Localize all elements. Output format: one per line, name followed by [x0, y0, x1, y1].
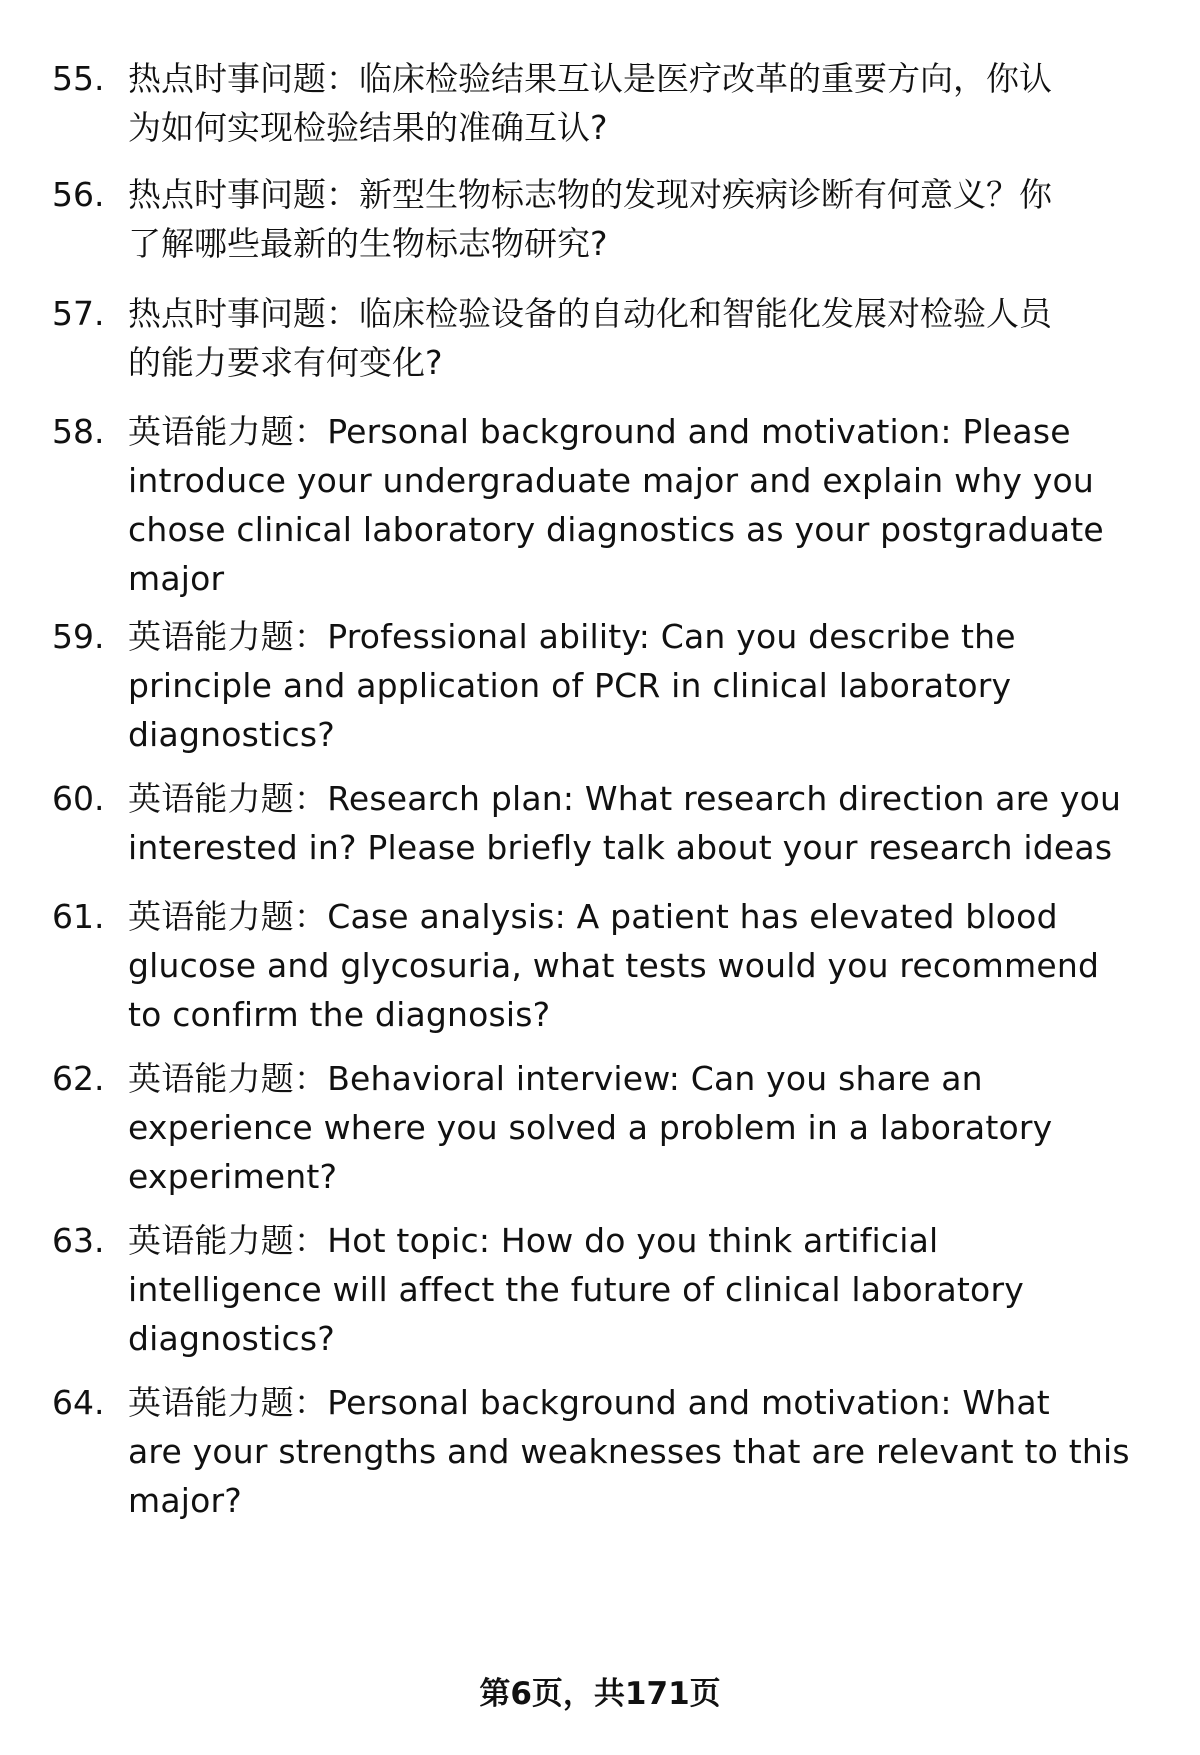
question-line: 英语能力题：Personal background and motivation: Please [128, 412, 1071, 451]
question-line: interested in? Please briefly talk about your research ideas [128, 828, 1113, 867]
question-number: 58. [52, 412, 105, 451]
question-line: 英语能力题：Research plan: What research direction are you [128, 779, 1122, 818]
question-line: experiment? [128, 1157, 338, 1196]
question-line: diagnostics? [128, 715, 335, 754]
question-line: 的能力要求有何变化? [128, 343, 443, 382]
question-line: experience where you solved a problem in a laboratory [128, 1108, 1053, 1147]
question-line: intelligence will affect the future of clinical laboratory [128, 1270, 1024, 1309]
question-text [128, 1054, 1160, 1201]
question-number: 55. [52, 59, 105, 98]
question-text [128, 289, 1160, 387]
question-line: 英语能力题：Behavioral interview: Can you share an [128, 1059, 983, 1098]
question-line: to confirm the diagnosis? [128, 995, 551, 1034]
question-text [128, 1216, 1160, 1363]
question-number: 64. [52, 1383, 105, 1422]
question-text [128, 774, 1160, 872]
question-line: chose clinical laboratory diagnostics as your postgraduate [128, 510, 1104, 549]
question-line: 为如何实现检验结果的准确互认? [128, 108, 608, 147]
question-text [128, 892, 1160, 1039]
question-number: 61. [52, 897, 105, 936]
question-text [128, 54, 1160, 152]
question-number: 59. [52, 617, 105, 656]
question-line: 热点时事问题：临床检验设备的自动化和智能化发展对检验人员 [128, 294, 1052, 333]
question-line: diagnostics? [128, 1319, 335, 1358]
question-text [128, 407, 1160, 603]
question-line: 英语能力题：Hot topic: How do you think artificial [128, 1221, 939, 1260]
question-line: 英语能力题：Case analysis: A patient has elevated blood [128, 897, 1058, 936]
question-text [128, 612, 1160, 759]
question-number: 56. [52, 175, 105, 214]
question-number: 63. [52, 1221, 105, 1260]
question-text [128, 170, 1160, 268]
question-line: introduce your undergraduate major and explain why you [128, 461, 1095, 500]
question-number: 60. [52, 779, 105, 818]
page-number-footer: 第6页，共171页 [479, 1676, 721, 1712]
question-line: 英语能力题：Professional ability: Can you describe the [128, 617, 1016, 656]
question-line: 热点时事问题：临床检验结果互认是医疗改革的重要方向，你认 [128, 59, 1052, 98]
question-line: principle and application of PCR in clinical laboratory [128, 666, 1012, 705]
question-line: major [128, 559, 225, 598]
question-number: 62. [52, 1059, 105, 1098]
question-number: 57. [52, 294, 105, 333]
question-line: major? [128, 1481, 243, 1520]
question-line: 热点时事问题：新型生物标志物的发现对疾病诊断有何意义？你 [128, 175, 1052, 214]
question-line: glucose and glycosuria, what tests would you recommend [128, 946, 1100, 985]
question-line: 了解哪些最新的生物标志物研究? [128, 224, 608, 263]
question-line: are your strengths and weaknesses that are relevant to this [128, 1432, 1130, 1471]
question-text [128, 1378, 1160, 1525]
question-line: 英语能力题：Personal background and motivation: What [128, 1383, 1050, 1422]
